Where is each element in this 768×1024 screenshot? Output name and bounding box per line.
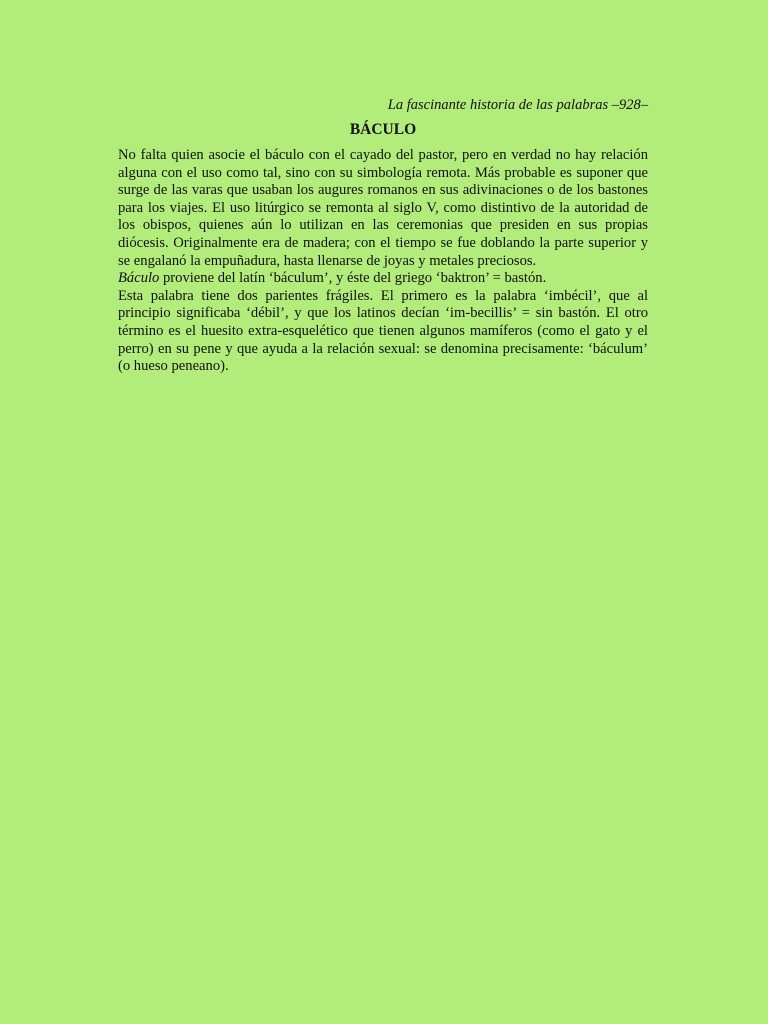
entry-body	[118, 147, 648, 376]
document-page	[118, 96, 648, 376]
running-header: La fascinante historia de las palabras –928–	[387, 97, 648, 113]
etymology-term: Báculo	[118, 270, 160, 287]
paragraph-history: No falta quien asocie el báculo con el cayado del pastor, pero en verdad no hay relación alguna con el uso como tal, sino con su simbología remota. Más probable es suponer que surge de las varas que usaban los augures romanos en sus adivinaciones o de los bastones para los viajes. El uso litúrgico se remonta al siglo V, como distintivo de la autoridad de los obispos, quienes aún lo utilizan en las ceremonias que presiden en sus propias diócesis. Originalmente era de madera; con el tiempo se fue doblando la parte superior y se engalanó la empuñadura, hasta llenarse de joyas y metales preciosos.	[118, 147, 648, 269]
paragraph-etymology	[118, 270, 648, 288]
entry-title: BÁCULO	[349, 121, 417, 138]
paragraph-relatives: Esta palabra tiene dos parientes frágiles. El primero es la palabra ‘imbécil’, que al principio significaba ‘débil’, y que los latinos decían ‘im-becillis’ = sin bastón. El otro término es el huesito extra-esquelético que tienen algunos mamíferos (como el gato y el perro) en su pene y que ayuda a la relación sexual: se denomina precisamente: ‘báculum’ (o hueso peneano).	[118, 287, 648, 375]
etymology-text: proviene del latín ‘báculum’, y éste del griego ‘baktron’ = bastón.	[159, 270, 547, 287]
